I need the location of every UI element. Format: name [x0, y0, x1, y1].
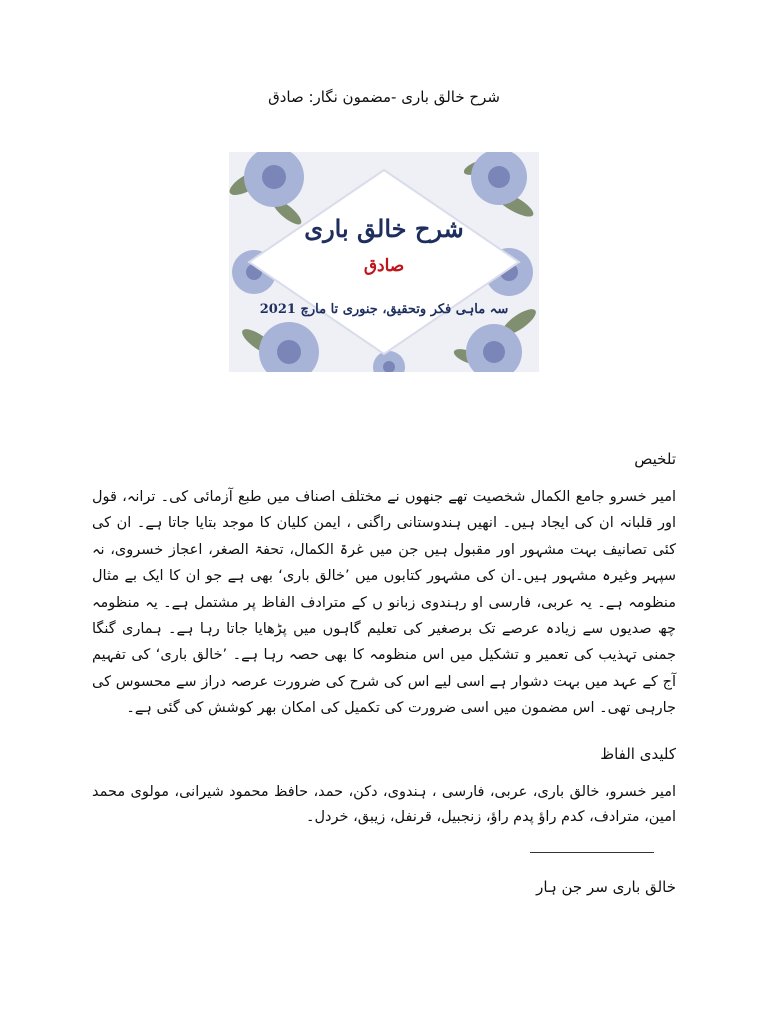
cover-author: صادق [363, 256, 405, 276]
cover-title: شرح خالق باری [304, 214, 464, 243]
cover-image [229, 152, 539, 372]
abstract-heading: تلخیص [634, 450, 676, 468]
page-title: شرح خالق باری -مضمون نگار: صادق [268, 88, 500, 106]
section-divider [530, 852, 654, 853]
keywords-heading: کلیدی الفاظ [600, 745, 676, 763]
abstract-body: امیر خسرو جامع الکمال شخصیت تھے جنھوں نے مختلف اصناف میں طبع آزمائی کی۔ ترانہ، قول اور قلبانہ ان کی ایجاد ہیں۔ انھیں ہندوستانی راگنی ، ایمن کلیان کا موجد بتایا جاتا ہے۔ ان کی کئی تصانیف بہت مشہور اور مقبول ہیں جن میں غرۃ الکمال، تحفۃ الصغر، اعجاز خسروی، نہ سپہر وغیرہ مشہور ہیں۔ان کی مشہور کتابوں میں ’خالق باری‘ بھی ہے جو ان کا ایک بے مثال منظومہ ہے۔ یہ عربی، فارسی او رہندوی زبانو ں کے مترادف الفاظ پر مشتمل ہے۔ یہ منظومہ چھ صدیوں سے زیادہ عرصے تک برصغیر کی تعلیم گاہوں میں پڑھایا جاتا رہا ہے۔ ہماری گنگا جمنی تہذیب کی تعمیر و تشکیل میں اس منظومہ کا بھی حصہ رہا ہے۔ ’خالق باری‘ کی تفہیم آج کے عہد میں بہت دشوار ہے اسی لیے اس کی شرح کی ضرورت عرصہ دراز سے محسوس کی جارہی تھی۔ اس مضمون میں اسی ضرورت کی تکمیل کی امکان بھر کوشش کی گئی ہے۔ [92, 489, 676, 717]
cover-journal: سہ ماہی فکر وتحقیق، جنوری تا مارچ 2021 [259, 302, 509, 317]
keywords-body: امیر خسرو، خالق باری، عربی، فارسی ، ہندوی، دکن، حمد، حافظ محمود شیرانی، مولوی محمد امین، مترادف، کدم راؤ پدم راؤ، زنجبیل، قرنفل، زیبق، خردل۔ [92, 784, 676, 825]
next-section-heading: خالق باری سر جن ہار [536, 878, 676, 896]
